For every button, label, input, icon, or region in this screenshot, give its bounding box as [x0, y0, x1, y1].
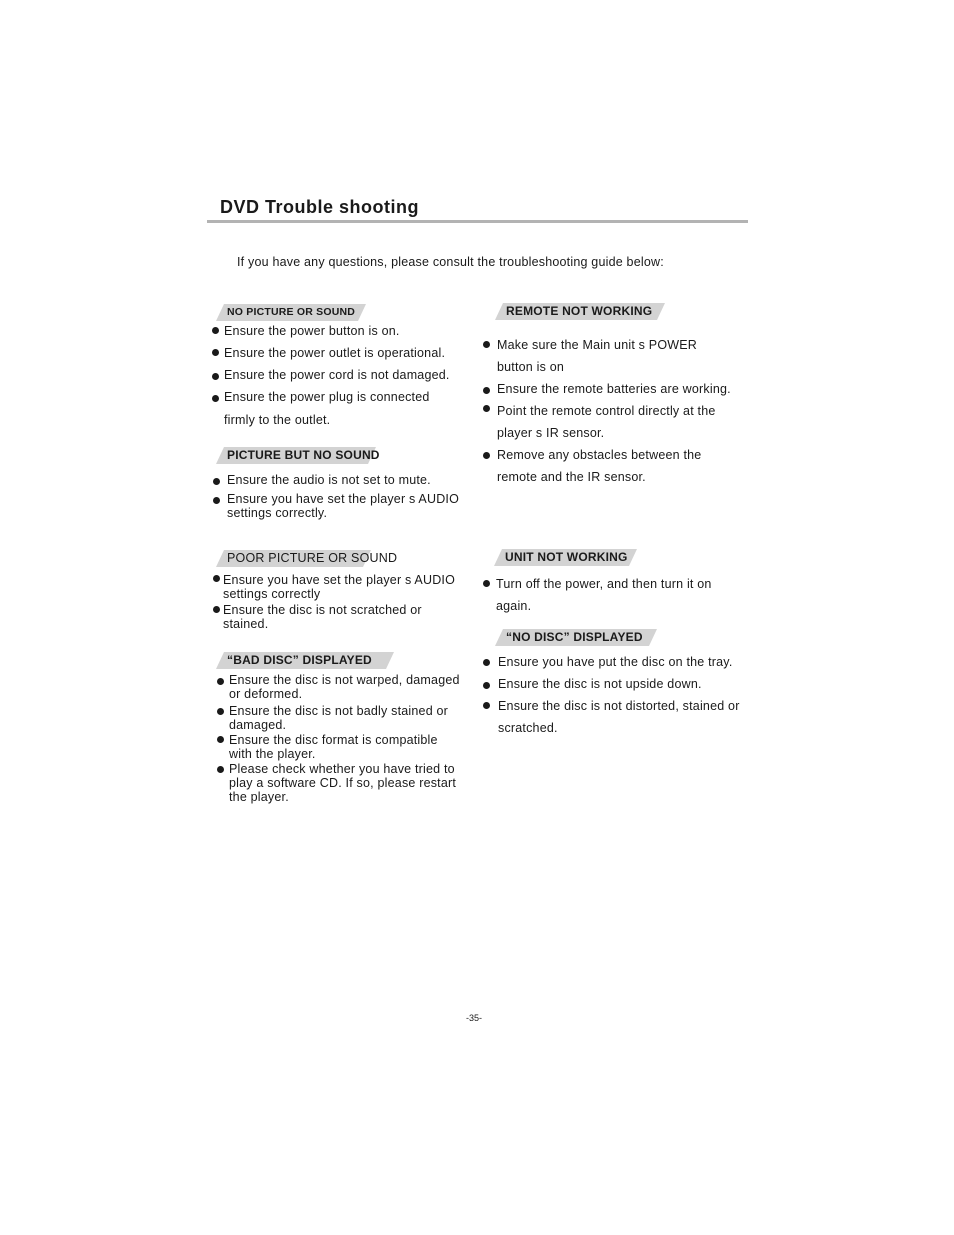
bullet-icon — [483, 702, 490, 709]
bullet-icon — [217, 766, 224, 773]
list-item-continued: player s IR sensor. — [497, 426, 605, 440]
bullet-icon — [483, 659, 490, 666]
intro-text: If you have any questions, please consult the troubleshooting guide below: — [237, 255, 664, 269]
bullet-icon — [217, 708, 224, 715]
list-item: Ensure the audio is not set to mute. — [227, 473, 431, 487]
bullet-icon — [483, 452, 490, 459]
list-item: Remove any obstacles between the — [497, 448, 701, 462]
list-item: Ensure the disc is not warped, damaged — [229, 673, 460, 687]
list-item-continued: remote and the IR sensor. — [497, 470, 646, 484]
list-item: Ensure the remote batteries are working. — [497, 382, 731, 396]
list-item-continued: scratched. — [498, 721, 558, 735]
page-title: DVD Trouble shooting — [220, 197, 419, 217]
bullet-icon — [212, 395, 219, 402]
list-item: Ensure you have put the disc on the tray. — [498, 655, 733, 669]
list-item: Ensure the disc is not badly stained or — [229, 704, 448, 718]
list-item: Ensure the disc is not upside down. — [498, 677, 702, 691]
list-item: Ensure the power plug is connected — [224, 390, 430, 404]
bullet-icon — [213, 497, 220, 504]
heading-unit-not-working: UNIT NOT WORKING — [494, 549, 637, 566]
list-item: Ensure the disc is not scratched or — [223, 603, 422, 617]
list-item: Ensure the power button is on. — [224, 324, 400, 338]
list-item-continued: stained. — [223, 617, 269, 631]
list-item-continued: firmly to the outlet. — [224, 413, 331, 427]
bullet-icon — [213, 478, 220, 485]
list-item: Turn off the power, and then turn it on — [496, 577, 712, 591]
list-item: Please check whether you have tried to — [229, 762, 455, 776]
bullet-icon — [217, 736, 224, 743]
heading-bad-disc-displayed: “BAD DISC” DISPLAYED — [216, 652, 394, 669]
list-item: Ensure you have set the player s AUDIO — [227, 492, 459, 506]
bullet-icon — [212, 373, 219, 380]
bullet-icon — [483, 580, 490, 587]
bullet-icon — [217, 678, 224, 685]
list-item: Ensure the disc format is compatible — [229, 733, 438, 747]
list-item-continued: settings correctly — [223, 587, 321, 601]
bullet-icon — [213, 606, 220, 613]
heading-no-picture-or-sound: NO PICTURE OR SOUND — [216, 304, 366, 321]
list-item: Ensure the power outlet is operational. — [224, 346, 445, 360]
bullet-icon — [483, 387, 490, 394]
list-item-continued: or deformed. — [229, 687, 303, 701]
heading-remote-not-working: REMOTE NOT WORKING — [495, 303, 665, 320]
list-item: Ensure you have set the player s AUDIO — [223, 573, 455, 587]
bullet-icon — [483, 341, 490, 348]
list-item-continued: again. — [496, 599, 532, 613]
list-item: Ensure the disc is not distorted, stained or — [498, 699, 740, 713]
list-item-continued: damaged. — [229, 718, 287, 732]
list-item: Point the remote control directly at the — [497, 404, 716, 418]
list-item-continued: button is on — [497, 360, 565, 374]
list-item: Make sure the Main unit s POWER — [497, 338, 697, 352]
heading-no-disc-displayed: “NO DISC” DISPLAYED — [495, 629, 657, 646]
list-item-continued: the player. — [229, 790, 289, 804]
heading-poor-picture-or-sound: POOR PICTURE OR SOUND — [216, 550, 371, 567]
title-rule — [207, 220, 748, 223]
bullet-icon — [212, 349, 219, 356]
bullet-icon — [213, 575, 220, 582]
bullet-icon — [483, 682, 490, 689]
list-item-continued: with the player. — [229, 747, 316, 761]
bullet-icon — [483, 405, 490, 412]
list-item-continued: play a software CD. If so, please restart — [229, 776, 457, 790]
page-number: -35- — [466, 1013, 483, 1023]
list-item: Ensure the power cord is not damaged. — [224, 368, 450, 382]
bullet-icon — [212, 327, 219, 334]
heading-picture-but-no-sound: PICTURE BUT NO SOUND — [216, 447, 376, 464]
list-item-continued: settings correctly. — [227, 506, 328, 520]
